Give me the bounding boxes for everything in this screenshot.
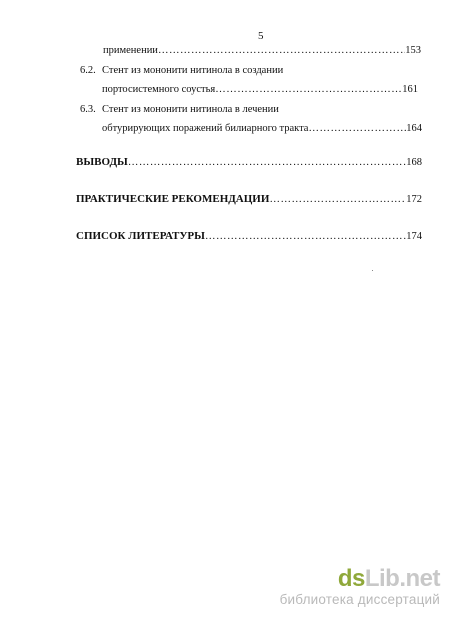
toc-entry-continuation bbox=[102, 83, 418, 97]
toc-entry-text: применении bbox=[103, 45, 158, 56]
toc-entry-references bbox=[76, 229, 422, 244]
toc-entry-6-2 bbox=[80, 64, 340, 78]
toc-entry-number: 6.2. bbox=[80, 65, 96, 76]
toc-entry-page: 153 bbox=[405, 45, 421, 56]
toc-entry-text: обтурирующих поражений билиарного тракта bbox=[102, 123, 309, 134]
toc-leader-dots bbox=[269, 193, 406, 207]
toc-leader-dots bbox=[215, 83, 402, 97]
toc-entry-continuation bbox=[103, 44, 421, 58]
toc-entry-conclusions bbox=[76, 155, 422, 170]
toc-leader-dots bbox=[158, 44, 405, 58]
toc-entry-text: ВЫВОДЫ bbox=[76, 156, 128, 168]
toc-leader-dots bbox=[128, 156, 406, 170]
toc-entry-page: 168 bbox=[406, 157, 422, 168]
dslib-watermark bbox=[270, 566, 440, 607]
scan-speck bbox=[372, 270, 373, 271]
toc-entry-text: портосистемного соустья bbox=[102, 84, 216, 95]
toc-entry-continuation bbox=[102, 122, 422, 136]
dslib-tagline: библиотека диссертаций bbox=[279, 592, 440, 607]
dslib-logo: dsLib.net bbox=[337, 565, 440, 592]
toc-entry-text: СПИСОК ЛИТЕРАТУРЫ bbox=[76, 230, 205, 242]
toc-entry-page: 164 bbox=[406, 123, 422, 134]
toc-entry-number: 6.3. bbox=[80, 104, 96, 115]
toc-leader-dots bbox=[308, 122, 406, 136]
toc-entry-text: ПРАКТИЧЕСКИЕ РЕКОМЕНДАЦИИ bbox=[76, 193, 270, 205]
toc-entry-page: 161 bbox=[402, 84, 418, 95]
toc-entry-text: Стент из мононити нитинола в создании bbox=[102, 65, 284, 76]
toc-leader-dots bbox=[205, 230, 406, 244]
toc-entry-6-3 bbox=[80, 103, 340, 117]
toc-entry-recommendations bbox=[76, 192, 422, 207]
toc-entry-page: 174 bbox=[406, 231, 422, 242]
toc-entry-page: 172 bbox=[406, 194, 422, 205]
page-number: 5 bbox=[258, 30, 264, 42]
toc-entry-text: Стент из мононити нитинола в лечении bbox=[102, 104, 279, 115]
